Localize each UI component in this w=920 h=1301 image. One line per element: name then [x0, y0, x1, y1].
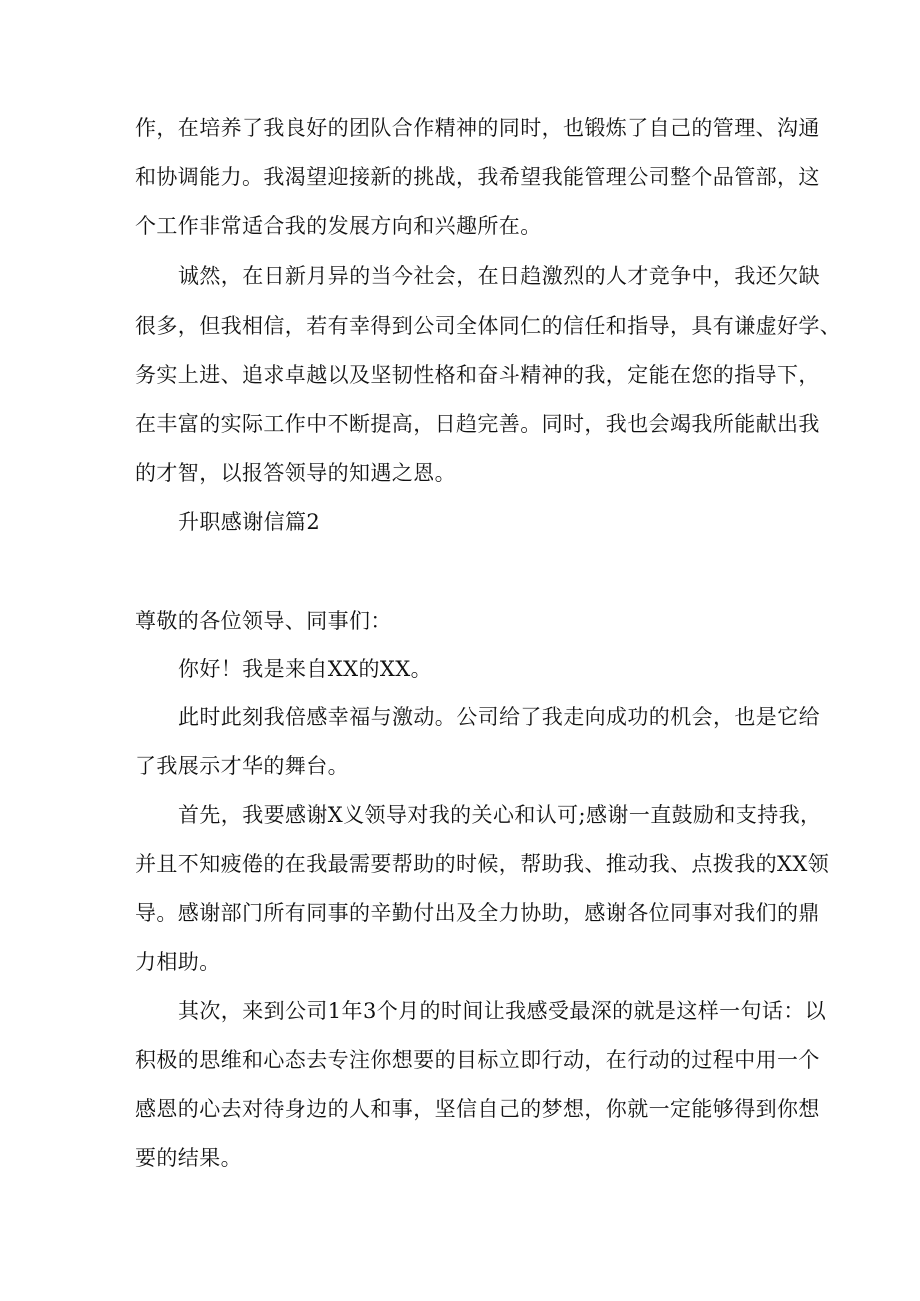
- text-line: 首先，我要感谢X义领导对我的关心和认可;感谢一直鼓励和支持我，: [178, 803, 822, 827]
- text-line: 和协调能力。我渴望迎接新的挑战，我希望我能管理公司整个品管部，这: [135, 165, 820, 189]
- text-line: 作，在培养了我良好的团队合作精神的同时，也锻炼了自己的管理、沟通: [135, 116, 820, 140]
- text-line: 其次，来到公司1年3个月的时间让我感受最深的就是这样一句话：以: [178, 999, 827, 1023]
- text-line: 很多，但我相信，若有幸得到公司全体同仁的信任和指导，具有谦虚好学、: [135, 314, 842, 338]
- salutation: 尊敬的各位领导、同事们：: [135, 609, 392, 633]
- text-line: 此时此刻我倍感幸福与激动。公司给了我走向成功的机会，也是它给: [178, 705, 820, 729]
- text-line: 要的结果。: [135, 1146, 242, 1170]
- text-line: 并且不知疲倦的在我最需要帮助的时候，帮助我、推动我、点拨我的XX领: [135, 852, 830, 876]
- text-line: 务实上进、追求卓越以及坚韧性格和奋斗精神的我，定能在您的指导下，: [135, 363, 820, 387]
- text-line: 在丰富的实际工作中不断提高，日趋完善。同时，我也会竭我所能献出我: [135, 412, 820, 436]
- text-line: 个工作非常适合我的发展方向和兴趣所在。: [135, 214, 542, 238]
- text-line: 的才智，以报答领导的知遇之恩。: [135, 461, 456, 485]
- section-heading: 升职感谢信篇2: [178, 510, 321, 534]
- text-line: 了我展示才华的舞台。: [135, 754, 349, 778]
- text-line: 诚然，在日新月异的当今社会，在日趋激烈的人才竞争中，我还欠缺: [178, 264, 820, 288]
- text-line: 你好！我是来自XX的XX。: [178, 657, 432, 681]
- text-line: 导。感谢部门所有同事的辛勤付出及全力协助，感谢各位同事对我们的鼎: [135, 901, 820, 925]
- text-line: 积极的思维和心态去专注你想要的目标立即行动，在行动的过程中用一个: [135, 1048, 820, 1072]
- text-line: 力相助。: [135, 950, 221, 974]
- text-line: 感恩的心去对待身边的人和事，坚信自己的梦想，你就一定能够得到你想: [135, 1097, 820, 1121]
